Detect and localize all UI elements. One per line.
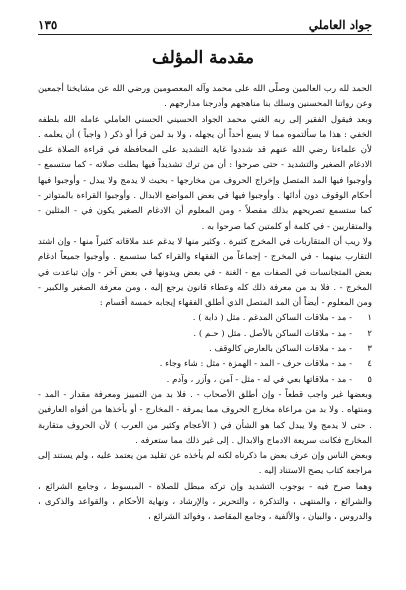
list-item — [38, 357, 372, 372]
list-item — [38, 327, 372, 342]
book-title: جواد العاملي — [308, 18, 372, 32]
paragraph: وبعض الناس وإن عرف بعض ما ذكرناه لكنه لم يأخذه عن تقليد من يعتمد عليه ، ولم يستند إلى مراجعة كتاب يصح الاستناد إليه . — [38, 451, 372, 477]
list-item — [38, 311, 372, 326]
paragraph: وبعد فيقول الفقير إلى ربه الغني محمد الجواد الحسيني الحسني العاملي عامله الله بلطفه الخفي : هذا ما سألتموه مما لا يسع أحداً أن يجهله ، ولا بد لمن قرأ أو ذكر ( واجباً ) أن يعلمه . لأن علماءنا رضي الله عنهم قد شددوا غاية التشديد على المحافظة في قراءة الصلاة على الادغام الصغير والتشديد - حتى صرحوا : أن من ترك تشديداً فيها بطلت صلاته - كما ستسمع - وأوجبوا فيها المد المتصل وإخراج الحروف من مخارجها - بحيث لا يدمج ولا يبدل - وأوجبوا فيها أحكام الوقوف دون أدائها . وأوجبوا فيها في بعض المواضع الابدال . وأوجبوا القراءة بالمتواتر - كما ستسمع تصريحهم بذلك مفصلاً - ومن المعلوم أن الادغام الصغير يكون في - المثلين - والمتقاربين - في كلمة أو كلمتين كما صرحوا به . — [38, 114, 372, 232]
paragraph: ولا ريب أن المتقاربات في المخرج كثيرة . وكثير منها لا يدغم عند ملاقاته كثيراً منها - وإن اشتد التقارب بينهما - في المخرج - إجماعاً من الفقهاء والقراء كما ستسمع . وأوجبوا جميعاً ادغام بعض المتجانسات في الصفات مع - الغنة - في بعض ويدونها في بعض آخر - وإن تباعدت في المخرج - . فلا بد من معرفة ذلك كله وعطاء قانون يرجع إليه ، ومن معرفة الصغير والكبير - ومن المعلوم - أيضاً أن المد المتصل الذي أطلق الفقهاء إيجابه خمسة أقسام : — [38, 236, 372, 309]
paragraph: الحمد لله رب العالمين وصلّى الله على محمد وآله المعصومين ورضي الله عن مشايخنا أجمعين وعن رواتنا المحسنين وسلك بنا مناهجهم وأدرجنا مدارجهم . — [38, 84, 372, 110]
running-header — [38, 10, 372, 35]
list-item — [38, 373, 372, 388]
list-text: - مد - ملاقاتها بعي في له - مثل - آمن ، وآزر ، وآدم . — [166, 374, 352, 385]
section-title: مقدمة المؤلف — [151, 48, 255, 68]
enumerated-list — [38, 311, 372, 387]
list-number: ٥ — [367, 374, 372, 385]
paragraph: وهما صرح فيه - بوجوب التشديد وإن تركه مبطل للصلاة - المبسوط ، وجامع الشرائع ، والشرائع ، والمنتهى ، والتذكرة ، والتحرير ، والإرشاد ، ونهاية الأحكام ، والقواعد والذكرى ، والدروس ، والبيان ، والألفية ، وجامع المقاصد ، وفوائد الشرائع ، — [38, 481, 372, 523]
list-number: ٣ — [367, 344, 372, 355]
list-item — [38, 342, 372, 357]
list-text: - مد - ملاقات الساكن بالعارض كالوقف . — [209, 344, 352, 355]
list-text: - مد - ملاقات حرف - المد - الهمزة - مثل : شاء وجاء . — [159, 359, 352, 370]
list-text: - مد - ملاقات الساكن بالأصل . مثل ( حـم ) . — [193, 328, 352, 339]
list-text: - مد - ملاقات الساكن المدغم . مثل ( دابة ) . — [192, 313, 352, 324]
body-text — [38, 82, 372, 580]
paragraph: وبعضها غير واجب قطعاً - وإن أطلق الأصحاب - . فلا بد من التمييز ومعرفة مقدار - المد - ومنتهاه . ولا بد من مراعاة مخارج الحروف مما يمرفة - المخارج - أو بأخذها من أفواه العارفين . حتى لا يدمج ولا يبدل كما هو الشأن في ( الأعجام وكثير من العرب ) لأن الحروف متقاربة المخارج فكانت سريعة الادماج والابدال . إلى غير ذلك مما ستعرفه . — [38, 389, 372, 446]
page-number: ١٣٥ — [38, 18, 58, 32]
list-number: ٢ — [367, 328, 372, 339]
list-number: ١ — [367, 313, 372, 324]
list-number: ٤ — [367, 359, 372, 370]
